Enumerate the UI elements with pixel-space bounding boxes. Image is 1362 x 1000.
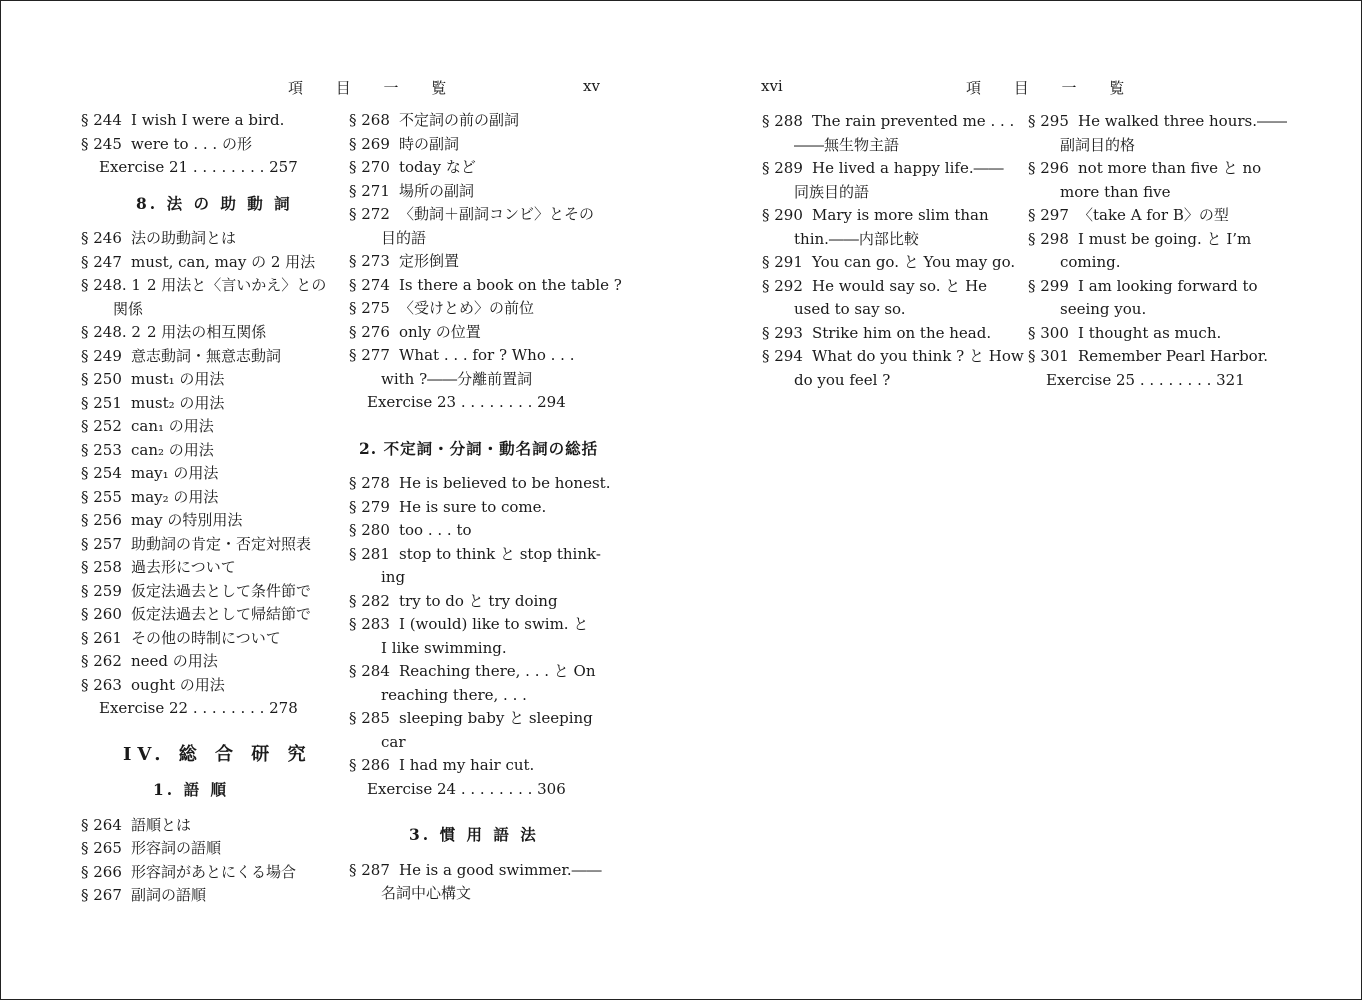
right-page-number: xvi bbox=[761, 77, 783, 95]
list-item: § 293 Strike him on the head. bbox=[762, 323, 992, 342]
list-item: § 284 Reaching there, . . . と On bbox=[349, 662, 596, 680]
section-heading: 1. 語 順 bbox=[153, 780, 229, 799]
list-item: § 278 He is believed to be honest. bbox=[349, 474, 611, 492]
list-item: § 295 He walked three hours.―― bbox=[1028, 112, 1288, 130]
list-item: § 292 He would say so. と He bbox=[762, 276, 988, 295]
list-item: § 277 What . . . for ? Who . . . bbox=[349, 346, 575, 364]
list-item-continuation: seeing you. bbox=[1060, 300, 1147, 318]
list-item: § 271 場所の副詞 bbox=[349, 181, 475, 200]
list-item: § 298 I must be going. と I’m bbox=[1028, 229, 1252, 248]
list-item-continuation: reaching there, . . . bbox=[381, 685, 527, 704]
list-item: § 294 What do you think ? と How bbox=[762, 347, 1024, 365]
list-item: § 283 I (would) like to swim. と bbox=[349, 615, 589, 633]
section-heading: 3. 慣 用 語 法 bbox=[409, 825, 539, 844]
list-item-continuation: 関係 bbox=[113, 299, 144, 318]
list-item: § 272 〈動詞＋副詞コンビ〉とその bbox=[349, 205, 595, 223]
list-item: § 258 過去形について bbox=[81, 558, 236, 576]
list-item: § 257 助動詞の肯定・否定対照表 bbox=[81, 534, 312, 553]
list-item: § 250 must₁ の用法 bbox=[81, 370, 225, 388]
list-item: § 297 〈take A for B〉の型 bbox=[1028, 206, 1229, 224]
list-item: § 276 only の位置 bbox=[349, 322, 481, 341]
list-item: § 248. 2 2 用法の相互関係 bbox=[81, 323, 267, 341]
list-item: § 249 意志動詞・無意志動詞 bbox=[81, 346, 282, 365]
right-header-title: 項 目 一 覧 bbox=[966, 79, 1139, 97]
list-item: § 264 語順とは bbox=[81, 815, 192, 834]
list-item: § 282 try to do と try doing bbox=[349, 591, 558, 610]
list-item: § 246 法の助動詞とは bbox=[81, 229, 237, 247]
list-item: § 290 Mary is more slim than bbox=[762, 206, 989, 224]
section-heading: 8. 法 の 助 動 詞 bbox=[136, 193, 293, 213]
left-header-title: 項 目 一 覧 bbox=[288, 79, 461, 97]
list-item: § 270 today など bbox=[349, 158, 476, 176]
right-column-2 bbox=[1028, 110, 1288, 392]
list-item: § 256 may の特別用法 bbox=[81, 511, 243, 529]
list-item: § 280 too . . . to bbox=[349, 521, 472, 539]
list-item-continuation: car bbox=[381, 732, 406, 751]
list-item: § 299 I am looking forward to bbox=[1028, 276, 1258, 295]
list-item: § 267 副詞の語順 bbox=[81, 886, 207, 904]
list-item: § 275 〈受けとめ〉の前位 bbox=[349, 299, 535, 317]
right-page-header bbox=[681, 77, 1361, 97]
list-item-continuation: with ?――分離前置詞 bbox=[381, 369, 533, 388]
list-item: § 247 must, can, may の 2 用法 bbox=[81, 252, 316, 271]
list-item: § 245 were to . . . の形 bbox=[81, 134, 252, 153]
list-item: § 287 He is a good swimmer.―― bbox=[349, 860, 602, 879]
list-item: § 274 Is there a book on the table ? bbox=[349, 275, 622, 294]
list-item: § 268 不定詞の前の副詞 bbox=[349, 111, 520, 129]
exercise-line: Exercise 23 . . . . . . . . 294 bbox=[367, 393, 566, 411]
list-item: § 266 形容詞があとにくる場合 bbox=[81, 862, 297, 881]
list-item-continuation: 同族目的語 bbox=[794, 182, 870, 201]
list-item: § 285 sleeping baby と sleeping bbox=[349, 709, 593, 727]
section-heading: 2. 不定詞・分詞・動名詞の総括 bbox=[359, 438, 599, 458]
list-item: § 260 仮定法過去として帰結節で bbox=[81, 605, 312, 623]
list-item: § 251 must₂ の用法 bbox=[81, 393, 225, 412]
list-item: § 262 need の用法 bbox=[81, 652, 218, 670]
list-item: § 255 may₂ の用法 bbox=[81, 487, 219, 506]
right-column-1 bbox=[762, 110, 1024, 392]
list-item: § 265 形容詞の語順 bbox=[81, 839, 222, 857]
list-item: § 244 I wish I were a bird. bbox=[81, 111, 285, 129]
list-item: § 253 can₂ の用法 bbox=[81, 440, 214, 459]
exercise-line: Exercise 21 . . . . . . . . 257 bbox=[99, 158, 298, 176]
left-page-number: xv bbox=[583, 77, 600, 95]
list-item-continuation: ing bbox=[381, 568, 406, 586]
list-item-continuation: thin.――内部比較 bbox=[794, 229, 919, 248]
list-item-continuation: I like swimming. bbox=[381, 638, 507, 657]
left-column-2 bbox=[349, 109, 622, 906]
list-item: § 281 stop to think と stop think- bbox=[349, 544, 601, 563]
list-item: § 301 Remember Pearl Harbor. bbox=[1028, 347, 1269, 365]
list-item: § 288 The rain prevented me . . . bbox=[762, 112, 1015, 130]
list-item: § 289 He lived a happy life.―― bbox=[762, 159, 1004, 177]
list-item: § 273 定形倒置 bbox=[349, 252, 460, 270]
left-column-1 bbox=[81, 109, 337, 908]
list-item: § 300 I thought as much. bbox=[1028, 323, 1222, 342]
exercise-line: Exercise 25 . . . . . . . . 321 bbox=[1046, 370, 1245, 389]
exercise-line: Exercise 22 . . . . . . . . 278 bbox=[99, 699, 298, 717]
list-item: § 252 can₁ の用法 bbox=[81, 417, 214, 435]
list-item-continuation: 名詞中心構文 bbox=[381, 884, 472, 902]
list-item: § 254 may₁ の用法 bbox=[81, 464, 219, 482]
exercise-line: Exercise 24 . . . . . . . . 306 bbox=[367, 779, 566, 798]
list-item-continuation: used to say so. bbox=[794, 300, 906, 318]
list-item-continuation: ――無生物主語 bbox=[794, 135, 900, 154]
list-item-continuation: 目的語 bbox=[381, 228, 427, 247]
list-item: § 286 I had my hair cut. bbox=[349, 756, 535, 774]
list-item-continuation: do you feel ? bbox=[794, 370, 891, 389]
list-item: § 259 仮定法過去として条件節で bbox=[81, 581, 312, 600]
list-item: § 261 その他の時制について bbox=[81, 628, 281, 647]
list-item: § 279 He is sure to come. bbox=[349, 497, 547, 516]
list-item: § 248. 1 2 用法と〈言いかえ〉との bbox=[81, 276, 327, 294]
list-item-continuation: coming. bbox=[1060, 253, 1121, 271]
list-item: § 296 not more than five と no bbox=[1028, 159, 1262, 177]
list-item-continuation: 副詞目的格 bbox=[1060, 135, 1136, 154]
part-heading: IV. 総 合 研 究 bbox=[123, 743, 312, 765]
left-page-header bbox=[1, 77, 681, 97]
list-item: § 263 ought の用法 bbox=[81, 675, 225, 694]
list-item: § 269 時の副詞 bbox=[349, 134, 460, 153]
list-item: § 291 You can go. と You may go. bbox=[762, 253, 1016, 271]
list-item-continuation: more than five bbox=[1060, 182, 1171, 201]
